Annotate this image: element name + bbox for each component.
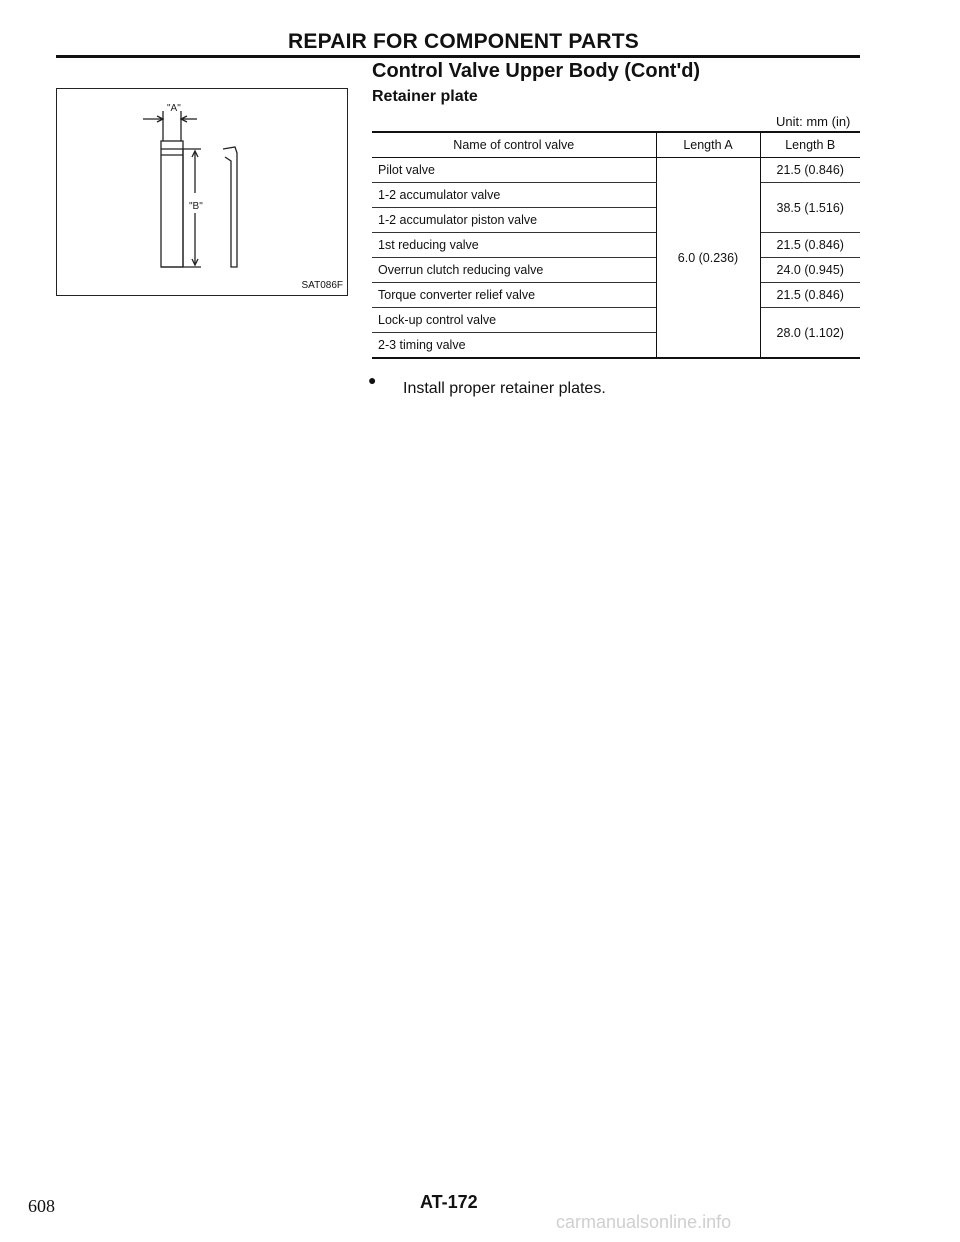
table-row [372,183,860,208]
valve-name: Torque converter relief valve [372,283,656,308]
header-length-a: Length A [656,132,760,158]
table-row [372,308,860,333]
length-a-value: 6.0 (0.236) [656,158,760,359]
table-row [372,283,860,308]
bullet-icon: ● [368,372,377,388]
subsection-title: Control Valve Upper Body (Cont'd) [372,60,701,82]
length-b-value: 21.5 (0.846) [760,233,860,258]
valve-name: 2-3 timing valve [378,338,466,352]
table-row [372,258,860,283]
unit-label: Unit: mm (in) [776,114,851,129]
watermark: carmanualsonline.info [556,1212,732,1232]
section-header: REPAIR FOR COMPONENT PARTS [288,30,639,53]
page-number: 608 [28,1196,55,1216]
dimension-a-label: "A" [167,103,181,114]
retainer-plate-title: Retainer plate [372,88,478,105]
page-code: AT-172 [420,1192,478,1212]
retainer-plate-drawing [57,89,347,295]
table-row [372,233,860,258]
valve-name: Pilot valve [372,158,656,183]
length-b-value: 24.0 (0.945) [760,258,860,283]
length-b-value: 21.5 (0.846) [760,158,860,183]
table-row [372,158,860,183]
retainer-plate-figure [56,88,348,296]
dimension-b-label: "B" [189,201,203,212]
length-b-value: 28.0 (1.102) [760,308,860,359]
install-note: Install proper retainer plates. [403,380,606,397]
valve-name: Overrun clutch reducing valve [372,258,656,283]
table-header-row [372,132,860,158]
header-valve-name: Name of control valve [372,132,656,158]
header-rule [56,55,860,58]
valve-name: 1-2 accumulator piston valve [372,208,656,233]
length-b-value: 38.5 (1.516) [760,183,860,233]
header-length-b: Length B [760,132,860,158]
valve-name: 1st reducing valve [372,233,656,258]
figure-code: SAT086F [301,280,343,291]
retainer-plate-table [372,131,860,359]
length-b-value: 21.5 (0.846) [760,283,860,308]
valve-name: Lock-up control valve [372,308,656,333]
valve-name: 1-2 accumulator valve [372,183,656,208]
